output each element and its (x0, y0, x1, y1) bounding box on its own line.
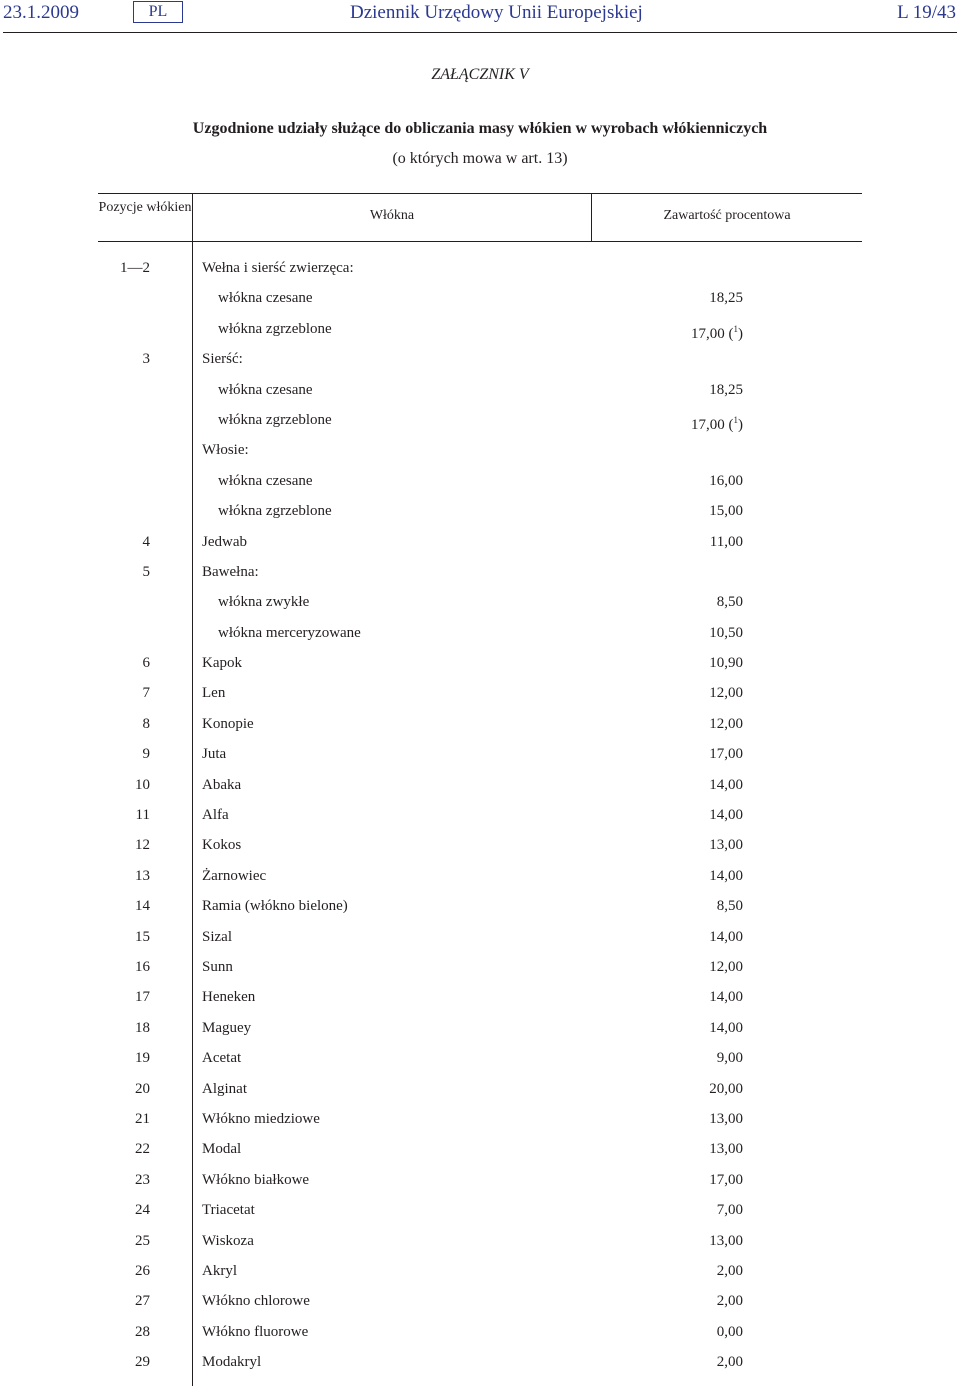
fibre-name: Kokos (202, 837, 242, 854)
fibre-name: Juta (202, 746, 227, 763)
fibre-position: 23 (135, 1171, 150, 1188)
fibre-percentage (643, 1043, 743, 1073)
table-row (98, 982, 862, 1012)
fibre-percentage (643, 527, 743, 557)
fibre-percentage (643, 1104, 743, 1134)
fibre-position: 7 (142, 685, 150, 702)
percentage-value: 13,00 (709, 837, 743, 854)
fibre-position: 15 (135, 928, 150, 945)
fibre-percentage (643, 830, 743, 860)
fibre-name: Włókno białkowe (202, 1171, 310, 1188)
annex-label: ZAŁĄCZNIK V (431, 66, 529, 83)
fibre-name: włókna zwykłe (218, 594, 310, 611)
table-row (98, 435, 862, 465)
page-reference: L 19/43 (897, 2, 956, 23)
fibre-name: włókna zgrzeblone (218, 320, 332, 337)
table-row (98, 952, 862, 982)
table-row (98, 922, 862, 952)
percentage-value: 8,50 (716, 594, 743, 611)
fibre-position: 19 (135, 1050, 150, 1067)
fibre-position: 27 (135, 1293, 150, 1310)
page-subtitle: (o których mowa w art. 13) (392, 150, 568, 167)
footnote-reference: ($^1$) (724, 414, 743, 433)
fibre-name: Triacetat (202, 1202, 255, 1219)
fibre-name: Włókno miedziowe (202, 1110, 320, 1127)
table-row (98, 861, 862, 891)
table-row (98, 1165, 862, 1195)
percentage-value: 7,00 (716, 1202, 743, 1219)
fibre-percentage (643, 618, 743, 648)
table-row (98, 830, 862, 860)
fibre-percentage (643, 678, 743, 708)
fibre-percentage (643, 375, 743, 405)
table-row (98, 1104, 862, 1134)
fibre-name: Konopie (202, 715, 254, 732)
fibre-name: włókna zgrzeblone (218, 503, 332, 520)
footnote-number: 1 (733, 414, 738, 425)
fibre-name: Sizal (202, 928, 232, 945)
percentage-value: 14,00 (709, 989, 743, 1006)
fibre-position: 10 (135, 776, 150, 793)
fibre-name: Akryl (202, 1262, 237, 1279)
page-title: Uzgodnione udziały służące do obliczania masy włókien w wyrobach włókienniczych (192, 120, 768, 137)
fibre-percentage (643, 283, 743, 313)
percentage-value: 18,25 (709, 381, 743, 398)
percentage-value: 12,00 (709, 685, 743, 702)
fibre-name: Żarnowiec (202, 867, 267, 884)
percentage-value: 14,00 (709, 807, 743, 824)
table-row (98, 1226, 862, 1256)
header-divider (3, 32, 957, 33)
table-row (98, 344, 862, 374)
percentage-value: 14,00 (709, 928, 743, 945)
fibre-percentage (643, 466, 743, 496)
fibre-percentage (643, 1134, 743, 1164)
percentage-value: 16,00 (709, 472, 743, 489)
table-row (98, 557, 862, 587)
fibre-percentage (643, 922, 743, 952)
fibre-position: 24 (135, 1202, 150, 1219)
table-row (98, 314, 862, 344)
language-badge: PL (133, 1, 183, 23)
table-row (98, 496, 862, 526)
fibre-name: Acetat (202, 1050, 242, 1067)
table-row (98, 405, 862, 435)
table-row (98, 618, 862, 648)
table-row (98, 648, 862, 678)
fibre-position: 26 (135, 1262, 150, 1279)
table-row (98, 1013, 862, 1043)
percentage-value: 17,00 (709, 1171, 743, 1188)
percentage-value: 15,00 (709, 503, 743, 520)
fibre-percentage (643, 861, 743, 891)
fibre-position: 5 (142, 563, 150, 580)
fibre-name: Włókno fluorowe (202, 1323, 309, 1340)
publication-date: 23.1.2009 (3, 2, 79, 23)
journal-title: Dziennik Urzędowy Unii Europejskiej (350, 2, 643, 23)
fibre-position: 1—2 (120, 260, 150, 276)
fibre-table-body (98, 253, 862, 1377)
percentage-value: 2,00 (716, 1354, 743, 1371)
percentage-value: 2,00 (716, 1293, 743, 1310)
fibre-name: Włosie: (202, 442, 249, 459)
percentage-value: 13,00 (709, 1141, 743, 1158)
percentage-value: 9,00 (716, 1050, 743, 1067)
percentage-value: 13,00 (709, 1232, 743, 1249)
fibre-position: 11 (135, 807, 150, 824)
fibre-name: Len (202, 685, 226, 702)
table-row (98, 1317, 862, 1347)
fibre-name: Ramia (włókno bielone) (202, 898, 348, 915)
percentage-value: 10,90 (709, 655, 743, 672)
fibre-percentage (643, 1013, 743, 1043)
table-header-rule (98, 241, 862, 242)
table-row (98, 527, 862, 557)
percentage-value: 17,00 (709, 746, 743, 763)
fibre-name: Alfa (202, 807, 229, 824)
fibre-position: 9 (142, 746, 150, 763)
table-row (98, 709, 862, 739)
percentage-value: 13,00 (709, 1110, 743, 1127)
fibre-percentage (643, 891, 743, 921)
fibre-percentage (643, 1286, 743, 1316)
fibre-percentage (643, 770, 743, 800)
fibre-name: Abaka (202, 776, 242, 793)
fibre-name: Maguey (202, 1019, 252, 1036)
fibre-percentage (643, 739, 743, 769)
fibre-name: włókna zgrzeblone (218, 411, 332, 428)
fibre-percentage (643, 1165, 743, 1195)
percentage-value: 14,00 (709, 1019, 743, 1036)
fibre-percentage (643, 1074, 743, 1104)
fibre-percentage (643, 1317, 743, 1347)
fibre-name: Heneken (202, 989, 256, 1006)
fibre-position: 17 (135, 989, 150, 1006)
table-row (98, 1195, 862, 1225)
fibre-percentage (643, 1195, 743, 1225)
fibre-percentage (643, 982, 743, 1012)
fibre-percentage (643, 1256, 743, 1286)
fibre-percentage (643, 709, 743, 739)
table-row (98, 1134, 862, 1164)
percentage-value: 17,00 (691, 325, 725, 342)
fibre-position: 3 (142, 351, 150, 368)
fibre-position: 25 (135, 1232, 150, 1249)
fibre-name: Modal (202, 1141, 242, 1158)
table-row (98, 375, 862, 405)
fibre-name: włókna czesane (218, 472, 313, 489)
fibre-position: 6 (142, 655, 150, 672)
table-row (98, 253, 862, 283)
table-row (98, 891, 862, 921)
fibre-name: włókna czesane (218, 381, 313, 398)
fibre-position: 13 (135, 867, 150, 884)
table-top-rule (98, 193, 862, 194)
table-row (98, 1074, 862, 1104)
footnote-reference: ($^1$) (724, 323, 743, 342)
fibre-name: Sunn (202, 958, 233, 975)
percentage-value: 0,00 (716, 1323, 743, 1340)
fibre-position: 16 (135, 958, 150, 975)
fibre-percentage (643, 496, 743, 526)
header-fibre: Włókna (369, 208, 415, 223)
header-position: Pozycje włókien (98, 200, 192, 215)
percentage-value: 2,00 (716, 1262, 743, 1279)
percentage-value: 8,50 (716, 898, 743, 915)
fibre-position: 18 (135, 1019, 150, 1036)
fibre-name: włókna czesane (218, 290, 313, 307)
percentage-value: 10,50 (709, 624, 743, 641)
percentage-value: 14,00 (709, 776, 743, 793)
fibre-name: Wełna i sierść zwierzęca: (202, 260, 354, 276)
table-row (98, 1256, 862, 1286)
table-row (98, 283, 862, 313)
fibre-position: 22 (135, 1141, 150, 1158)
table-row (98, 1347, 862, 1377)
fibre-position: 12 (135, 837, 150, 854)
fibre-percentage (643, 952, 743, 982)
journal-header (0, 0, 960, 34)
fibre-name: Wiskoza (202, 1232, 254, 1249)
fibre-position: 21 (135, 1110, 150, 1127)
fibre-position: 20 (135, 1080, 150, 1097)
table-row (98, 739, 862, 769)
percentage-value: 18,25 (709, 290, 743, 307)
fibre-name: Kapok (202, 655, 242, 672)
table-row (98, 587, 862, 617)
fibre-percentage (643, 1226, 743, 1256)
fibre-percentage (643, 800, 743, 830)
fibre-name: Jedwab (202, 533, 247, 550)
percentage-value: 12,00 (709, 715, 743, 732)
fibre-percentage (643, 1347, 743, 1377)
fibre-name: Włókno chlorowe (202, 1293, 310, 1310)
table-row (98, 770, 862, 800)
fibre-percentage (643, 587, 743, 617)
table-row (98, 1286, 862, 1316)
table-row (98, 466, 862, 496)
fibre-name: Modakryl (202, 1354, 262, 1371)
fibre-name: Alginat (202, 1080, 247, 1097)
table-row (98, 800, 862, 830)
header-percentage: Zawartość procentowa (663, 208, 791, 223)
fibre-percentage (643, 648, 743, 678)
percentage-value: 11,00 (709, 533, 743, 550)
fibre-name: włókna merceryzowane (218, 624, 361, 641)
footnote-number: 1 (733, 323, 738, 334)
percentage-value: 12,00 (709, 958, 743, 975)
fibre-name: Bawełna: (202, 563, 259, 580)
fibre-position: 14 (135, 898, 150, 915)
fibre-position: 28 (135, 1323, 150, 1340)
fibre-name: Sierść: (202, 351, 243, 368)
fibre-position: 4 (142, 533, 150, 550)
fibre-position: 29 (135, 1354, 150, 1371)
fibre-position: 8 (142, 715, 150, 732)
table-row (98, 1043, 862, 1073)
table-row (98, 678, 862, 708)
percentage-value: 20,00 (709, 1080, 743, 1097)
percentage-value: 14,00 (709, 867, 743, 884)
percentage-value: 17,00 (691, 416, 725, 433)
